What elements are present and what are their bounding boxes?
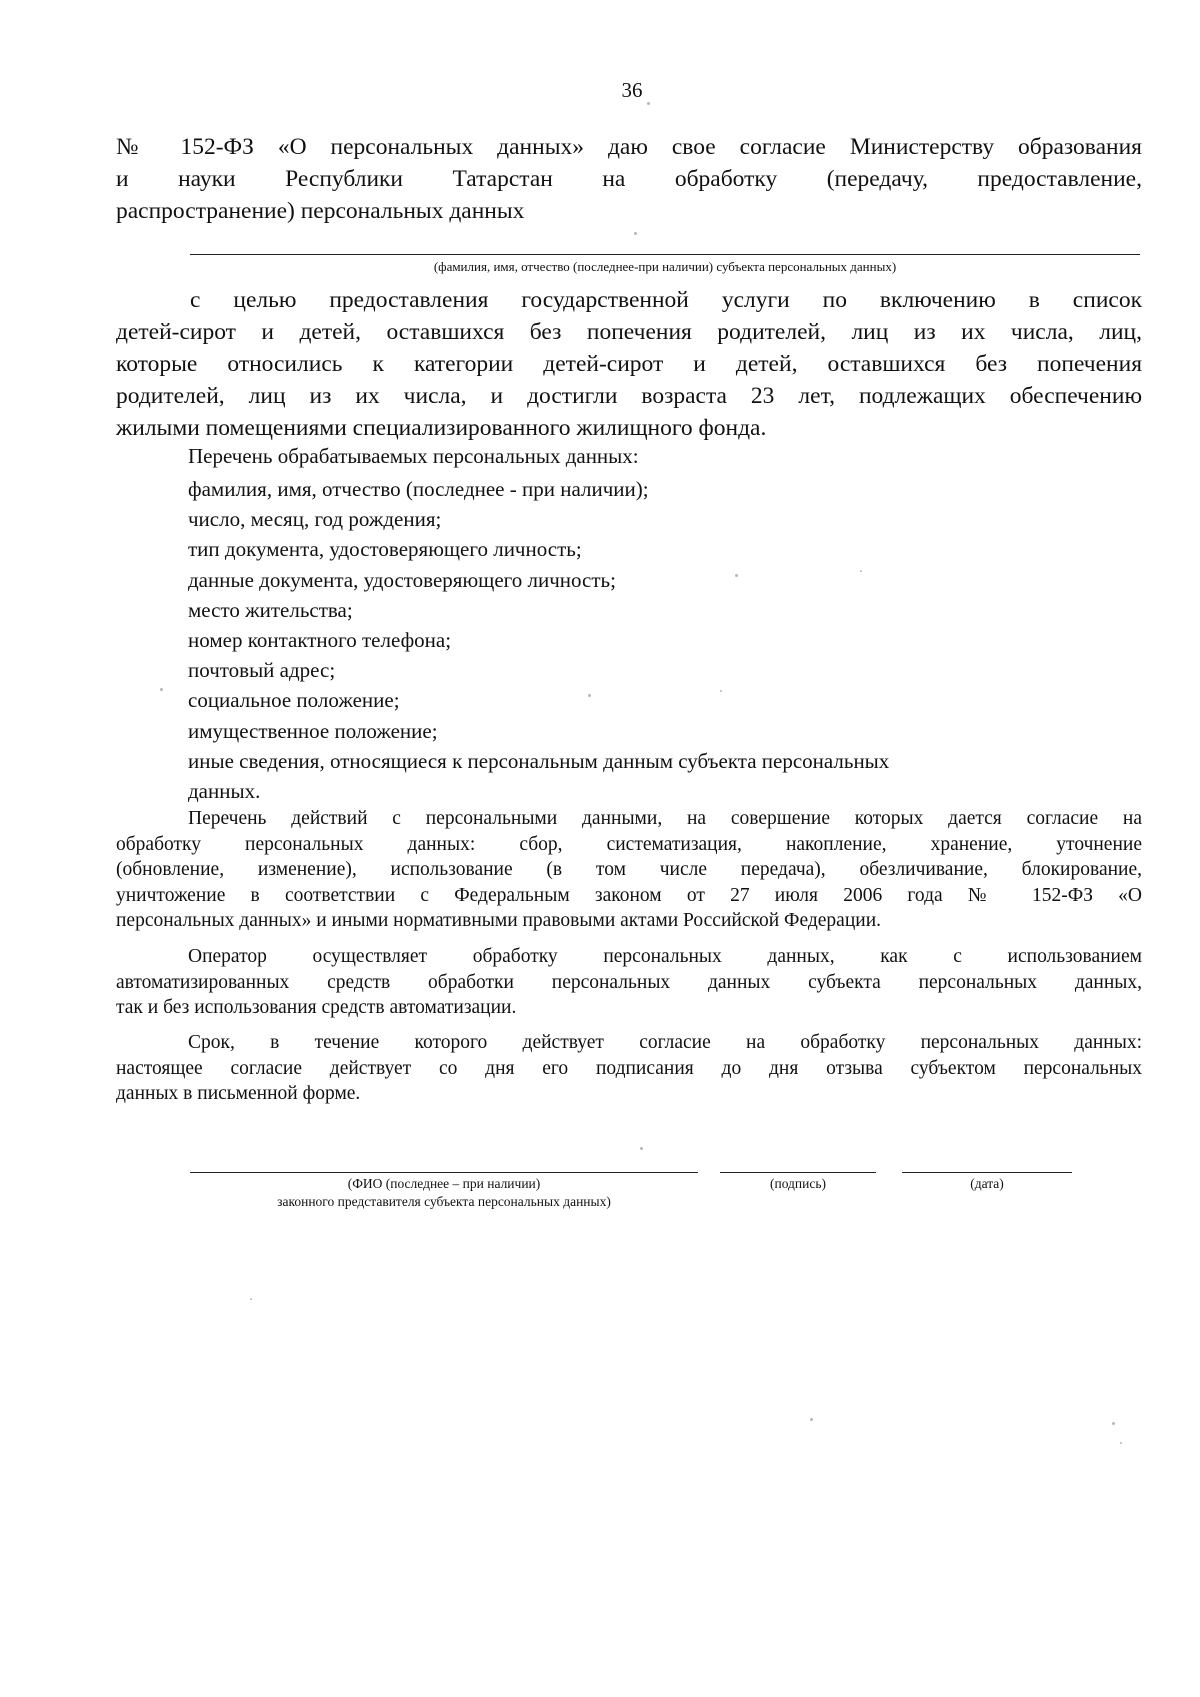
list-item: данные документа, удостоверяющего личность; bbox=[188, 567, 616, 592]
scan-speck bbox=[250, 1298, 252, 1300]
scan-speck bbox=[588, 694, 591, 697]
term-line: Срок, в течение которого действует согласие на обработку персональных данных: bbox=[188, 1032, 1142, 1053]
purpose-line: которые относились к категории детей-сирот и детей, оставшихся без попечения bbox=[116, 351, 1142, 377]
list-item: социальное положение; bbox=[188, 688, 400, 713]
purpose-line: родителей, лиц из их числа, и достигли возраста 23 лет, подлежащих обеспечению bbox=[116, 383, 1142, 409]
term-paragraph bbox=[116, 1030, 1142, 1107]
scan-speck bbox=[634, 232, 637, 235]
actions-line: Перечень действий с персональными данными, на совершение которых дается согласие на bbox=[188, 808, 1142, 829]
purpose-line: детей-сирот и детей, оставшихся без попечения родителей, лиц из их числа, лиц, bbox=[116, 319, 1142, 345]
scan-speck bbox=[160, 688, 163, 691]
scan-speck bbox=[810, 1418, 813, 1421]
subject-name-caption: (фамилия, имя, отчество (последнее-при наличии) субъекта персональных данных) bbox=[433, 259, 897, 274]
operator-line: автоматизированных средств обработки персональных данных субъекта персональных данных, bbox=[116, 971, 1142, 993]
scan-speck bbox=[860, 570, 862, 572]
intro-paragraph bbox=[116, 131, 1142, 227]
operator-paragraph bbox=[116, 944, 1142, 1021]
actions-line: (обновление, изменение), использование (в том числе передача), обезличивание, блокирование, bbox=[116, 859, 1142, 880]
page-number: 36 bbox=[621, 78, 643, 102]
purpose-line: жилыми помещениями специализированного жилищного фонда. bbox=[116, 415, 767, 441]
list-item: данных. bbox=[188, 779, 261, 804]
signature-caption: (подпись) bbox=[769, 1176, 827, 1191]
purpose-paragraph bbox=[116, 284, 1142, 444]
scan-speck bbox=[1120, 1442, 1122, 1444]
operator-line: так и без использования средств автоматизации. bbox=[116, 997, 517, 1018]
intro-line: и науки Республики Татарстан на обработку (передачу, предоставление, bbox=[116, 166, 1142, 192]
term-line: данных в письменной форме. bbox=[116, 1083, 361, 1104]
actions-line: уничтожение в соответствии с Федеральным законом от 27 июля 2006 года № 152-ФЗ «О bbox=[116, 884, 1142, 906]
list-item: место жительства; bbox=[188, 597, 353, 622]
date-caption: (дата) bbox=[970, 1176, 1004, 1191]
list-item: число, месяц, год рождения; bbox=[188, 507, 442, 532]
purpose-line: с целью предоставления государственной услуги по включению в список bbox=[190, 287, 1142, 313]
personal-data-list bbox=[188, 474, 1088, 806]
actions-line: обработку персональных данных: сбор, систематизация, накопление, хранение, уточнение bbox=[116, 833, 1142, 855]
intro-line: № 152-ФЗ «О персональных данных» даю свое согласие Министерству образования bbox=[116, 134, 1142, 160]
term-line: настоящее согласие действует со дня его подписания до дня отзыва субъектом персональных bbox=[116, 1057, 1142, 1079]
scan-speck bbox=[1112, 1422, 1115, 1425]
fio-caption: (ФИО (последнее – при наличии) bbox=[347, 1176, 541, 1191]
scan-speck bbox=[647, 102, 650, 105]
list-item: иные сведения, относящиеся к персональным данным субъекта персональных bbox=[188, 748, 890, 773]
date-line bbox=[902, 1172, 1072, 1173]
actions-line: персональных данных» и иными нормативными правовыми актами Российской Федерации. bbox=[116, 910, 882, 931]
data-list-title: Перечень обрабатываемых персональных данных: bbox=[188, 444, 639, 468]
list-item: номер контактного телефона; bbox=[188, 628, 452, 653]
list-item: имущественное положение; bbox=[188, 718, 438, 743]
scan-speck bbox=[640, 1147, 643, 1150]
list-item: фамилия, имя, отчество (последнее - при наличии); bbox=[188, 477, 649, 501]
actions-paragraph bbox=[116, 806, 1142, 934]
fio-caption-continued: законного представителя субъекта персональных данных) bbox=[277, 1194, 611, 1209]
intro-line: распространение) персональных данных bbox=[116, 198, 525, 224]
scan-speck bbox=[735, 574, 738, 577]
list-item: почтовый адрес; bbox=[188, 658, 336, 683]
fio-signature-line bbox=[190, 1172, 698, 1173]
list-item: тип документа, удостоверяющего личность; bbox=[188, 537, 582, 562]
scan-speck bbox=[720, 690, 722, 692]
signature-line bbox=[720, 1172, 876, 1173]
subject-name-blank-line bbox=[190, 254, 1140, 255]
operator-line: Оператор осуществляет обработку персональных данных, как с использованием bbox=[188, 946, 1142, 967]
